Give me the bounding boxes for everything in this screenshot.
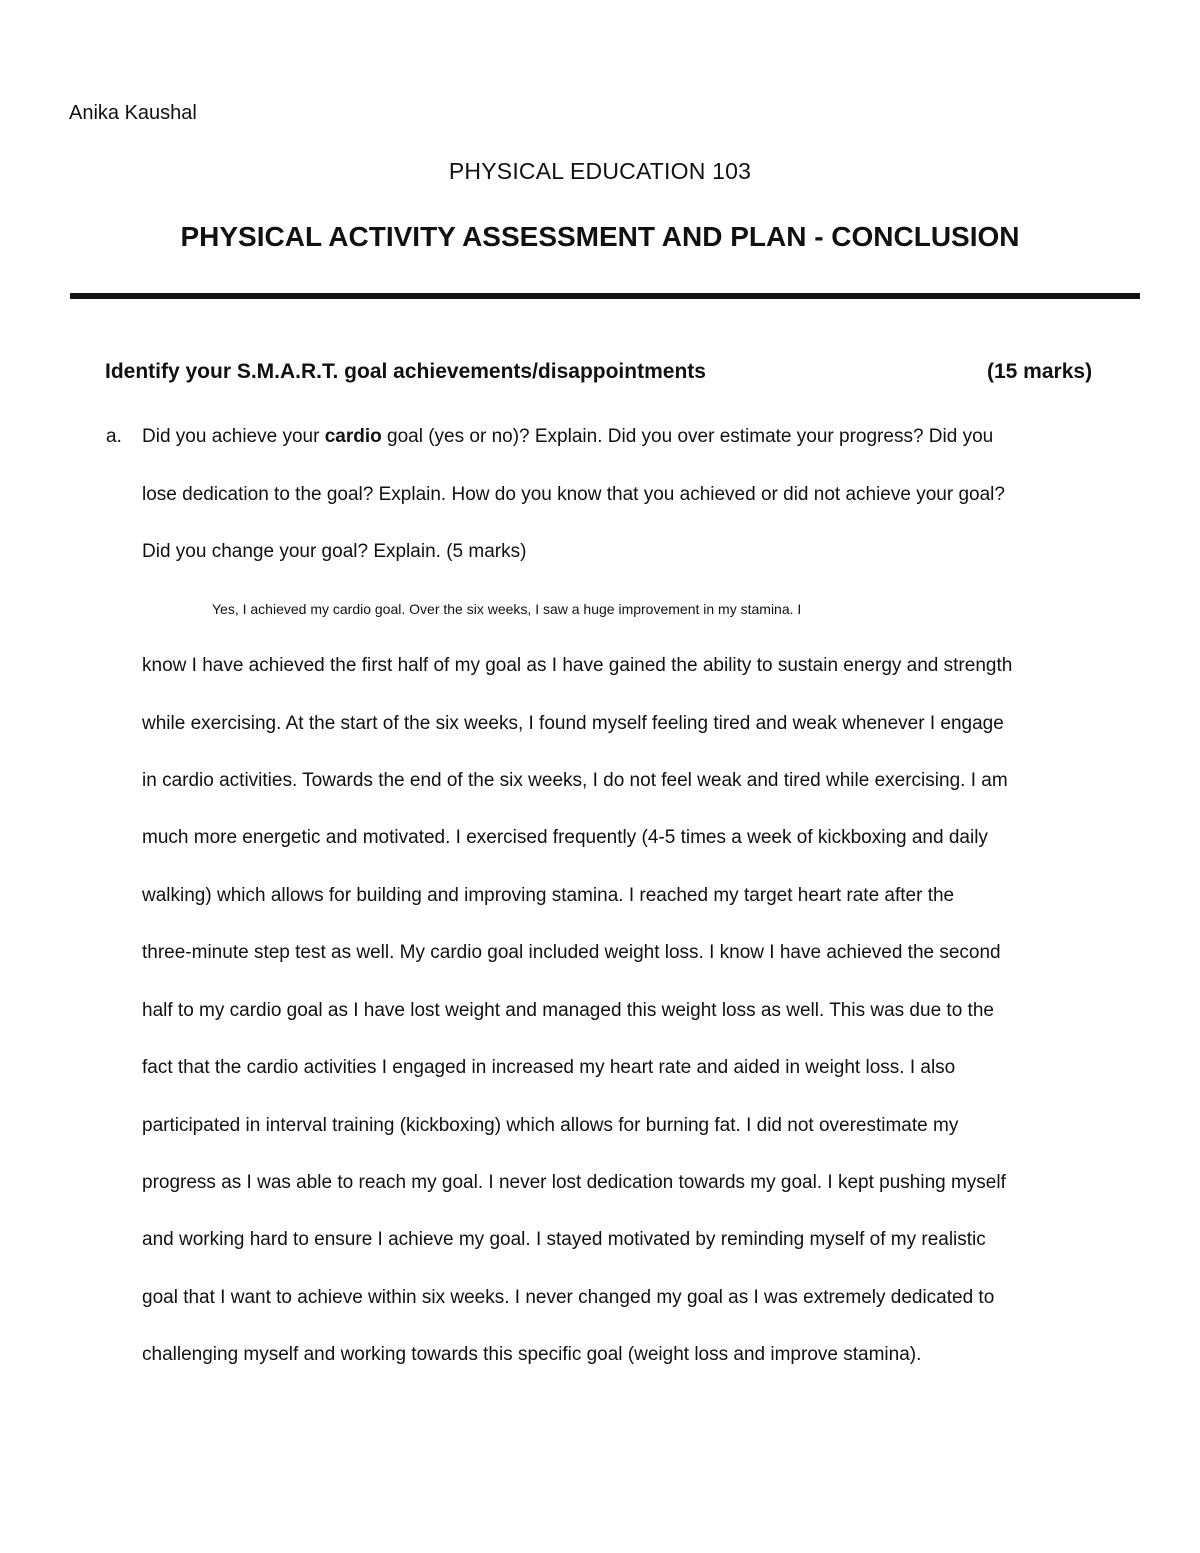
section-heading: Identify your S.M.A.R.T. goal achievements/disappointments: [105, 360, 706, 383]
answer-line: and working hard to ensure I achieve my goal. I stayed motivated by reminding myself of my realistic: [142, 1229, 986, 1250]
answer-line: three-minute step test as well. My cardio goal included weight loss. I know I have achieved the second: [142, 942, 1001, 963]
author-name: Anika Kaushal: [69, 102, 197, 124]
answer-line: goal that I want to achieve within six weeks. I never changed my goal as I was extremely dedicated to: [142, 1287, 995, 1308]
answer-line: half to my cardio goal as I have lost weight and managed this weight loss as well. This was due to the: [142, 1000, 994, 1021]
answer-line: while exercising. At the start of the six weeks, I found myself feeling tired and weak whenever I engage: [142, 713, 1004, 734]
answer-line: know I have achieved the first half of my goal as I have gained the ability to sustain energy and strength: [142, 655, 1013, 676]
question-line-3: Did you change your goal? Explain. (5 marks): [142, 541, 527, 562]
question-line-1: [142, 425, 993, 449]
section-marks: (15 marks): [987, 360, 1093, 383]
question-line-2: lose dedication to the goal? Explain. How do you know that you achieved or did not achieve your goal?: [142, 484, 1005, 505]
answer-line: walking) which allows for building and improving stamina. I reached my target heart rate after the: [142, 885, 955, 906]
answer-line: Yes, I achieved my cardio goal. Over the six weeks, I saw a huge improvement in my stamina. I: [212, 601, 802, 617]
question-line-1-end: goal (yes or no)? Explain. Did you over estimate your progress? Did you: [381, 426, 994, 447]
answer-line: progress as I was able to reach my goal. I never lost dedication towards my goal. I kept pushing myself: [142, 1172, 1006, 1193]
document-title: PHYSICAL ACTIVITY ASSESSMENT AND PLAN - CONCLUSION: [180, 221, 1020, 252]
answer-line: participated in interval training (kickboxing) which allows for burning fat. I did not overestimate my: [142, 1115, 959, 1136]
answer-line: challenging myself and working towards this specific goal (weight loss and improve stamina).: [142, 1344, 922, 1365]
question-marker: a.: [106, 426, 122, 447]
answer-line: in cardio activities. Towards the end of the six weeks, I do not feel weak and tired while exercising. I am: [142, 770, 1008, 791]
question-line-1-emphasis: cardio: [324, 426, 382, 447]
answer-line: much more energetic and motivated. I exercised frequently (4-5 times a week of kickboxing and daily: [142, 827, 988, 848]
course-title: PHYSICAL EDUCATION 103: [448, 158, 752, 184]
question-line-1-start: Did you achieve your: [142, 426, 325, 447]
answer-line: fact that the cardio activities I engaged in increased my heart rate and aided in weight loss. I also: [142, 1057, 956, 1078]
title-divider: [70, 293, 1140, 299]
